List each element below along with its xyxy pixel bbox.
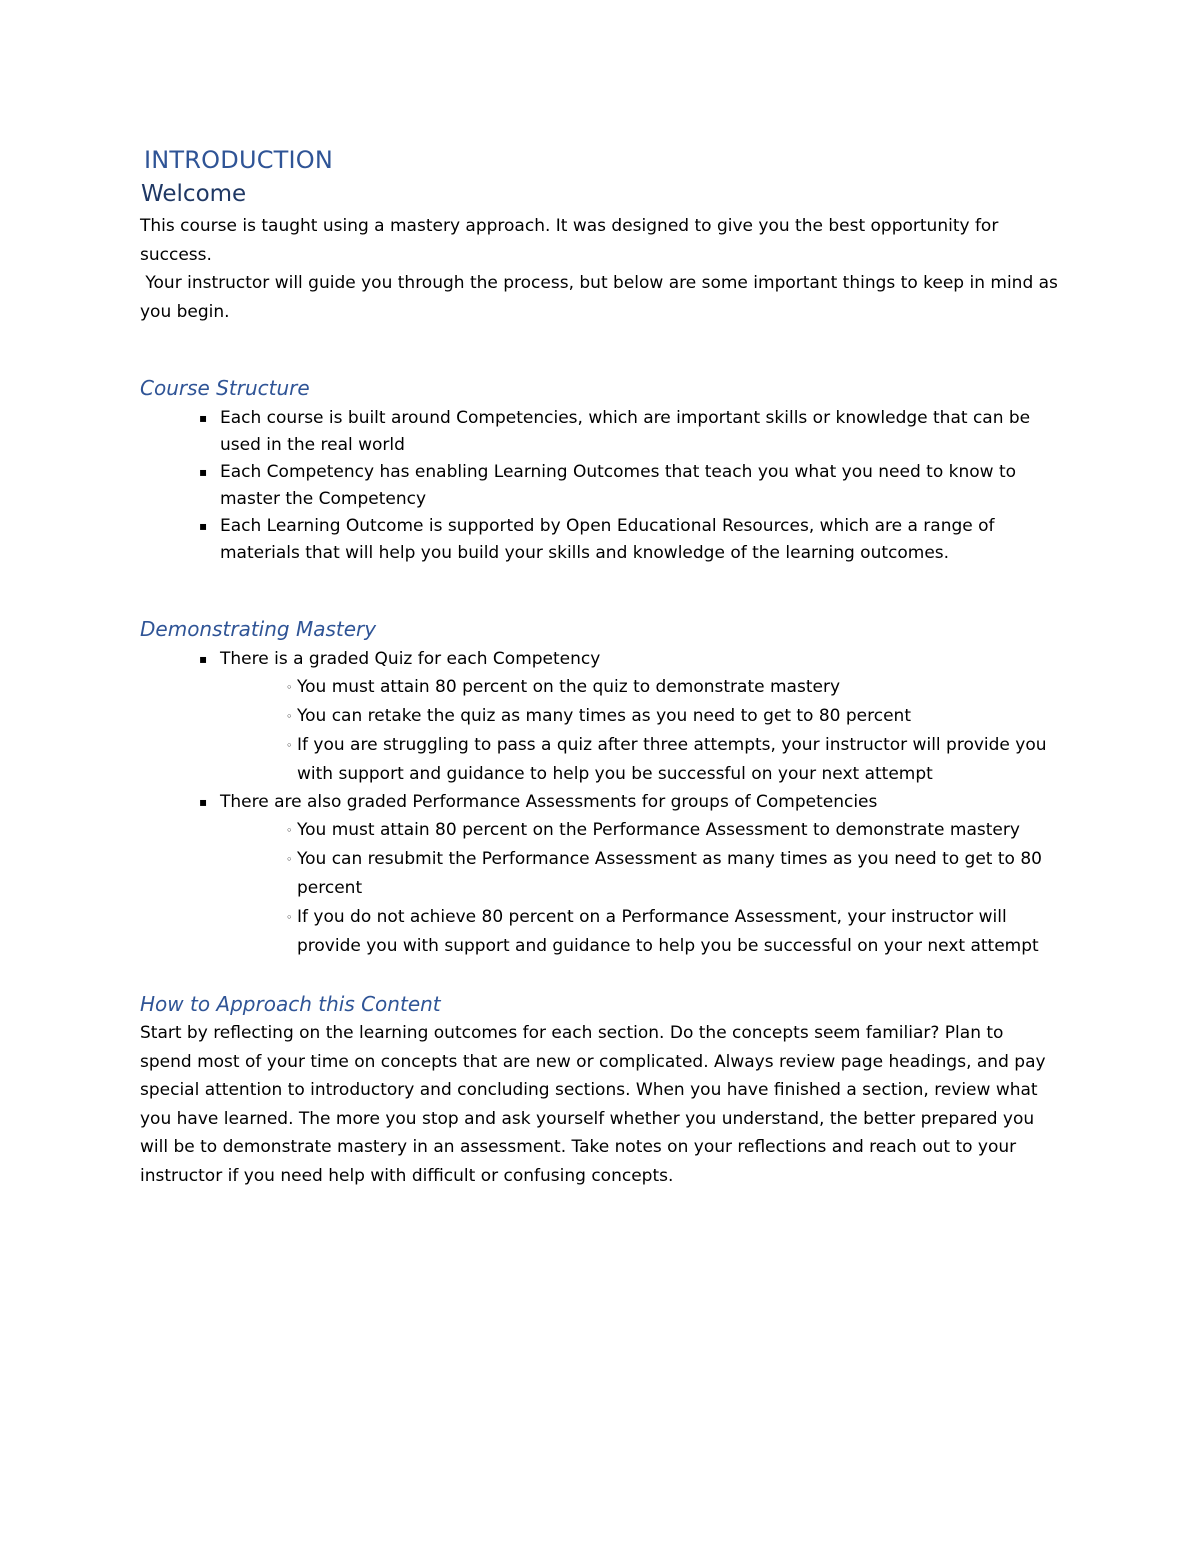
performance-assessment-sublist: [220, 816, 1060, 961]
list-item: [140, 459, 1060, 513]
sub-list-item: [288, 702, 1060, 731]
page-subtitle: Welcome: [141, 181, 247, 207]
sub-list-item: [288, 731, 1060, 789]
sub-list-item-text: You can retake the quiz as many times as you need to get to 80 percent: [297, 706, 912, 726]
square-bullet-icon: ▪: [199, 465, 208, 479]
sub-list-item-text: You must attain 80 percent on the Performance Assessment to demonstrate mastery: [297, 820, 1020, 840]
list-item-text: Each course is built around Competencies, which are important skills or knowledge that can be used in the real world: [220, 408, 1031, 455]
sub-list-item: [288, 673, 1060, 702]
circle-bullet-icon: ◦: [286, 739, 293, 752]
list-item: [140, 405, 1060, 459]
approach-paragraph: Start by reflecting on the learning outcomes for each section. Do the concepts seem familiar? Plan to spend most of your time on concepts that are new or complicated. Always review page headings, and pay special attention to introductory and concluding sections. When you have finished a section, review what you have learned. The more you stop and ask yourself whether you understand, the better prepared you will be to demonstrate mastery in an assessment. Take notes on your reflections and reach out to your instructor if you need help with difficult or confusing concepts.: [140, 1023, 1046, 1186]
list-item: [140, 513, 1060, 567]
sub-list-item: [288, 816, 1060, 845]
section-heading-course-structure: Course Structure: [140, 376, 310, 400]
square-bullet-icon: ▪: [199, 795, 208, 809]
list-item-text: There are also graded Performance Assessments for groups of Competencies: [220, 792, 878, 812]
sub-list-item-text: You must attain 80 percent on the quiz to demonstrate mastery: [297, 677, 841, 697]
circle-bullet-icon: ◦: [286, 911, 293, 924]
sub-list-item-text: If you are struggling to pass a quiz after three attempts, your instructor will provide you with support and guidance to help you be successful on your next attempt: [297, 735, 1047, 784]
sub-list-item-text: You can resubmit the Performance Assessment as many times as you need to get to 80 percent: [297, 849, 1042, 898]
sub-list-item: [288, 903, 1060, 961]
quiz-sublist: [220, 673, 1060, 789]
page-title: INTRODUCTION: [144, 146, 334, 174]
demonstrating-mastery-list: [140, 646, 1060, 961]
section-heading-how-to-approach: How to Approach this Content: [140, 992, 441, 1016]
circle-bullet-icon: ◦: [286, 710, 293, 723]
intro-paragraph-2: Your instructor will guide you through the process, but below are some important things to keep in mind as you begin.: [140, 273, 1064, 322]
section-heading-demonstrating-mastery: Demonstrating Mastery: [140, 617, 377, 641]
list-item: [140, 789, 1060, 961]
square-bullet-icon: ▪: [199, 411, 208, 425]
circle-bullet-icon: ◦: [286, 853, 293, 866]
document-content: [140, 142, 1064, 1190]
circle-bullet-icon: ◦: [286, 824, 293, 837]
list-item-text: Each Competency has enabling Learning Outcomes that teach you what you need to know to master the Competency: [220, 462, 1017, 509]
square-bullet-icon: ▪: [199, 652, 208, 666]
circle-bullet-icon: ◦: [286, 681, 293, 694]
square-bullet-icon: ▪: [199, 519, 208, 533]
list-item-text: There is a graded Quiz for each Competency: [220, 649, 601, 669]
sub-list-item: [288, 845, 1060, 903]
list-item-text: Each Learning Outcome is supported by Open Educational Resources, which are a range of materials that will help you build your skills and knowledge of the learning outcomes.: [220, 516, 995, 563]
intro-paragraph-1: This course is taught using a mastery approach. It was designed to give you the best opportunity for success.: [140, 216, 999, 265]
list-item: [140, 646, 1060, 789]
course-structure-list: [140, 405, 1060, 567]
sub-list-item-text: If you do not achieve 80 percent on a Performance Assessment, your instructor will provide you with support and guidance to help you be successful on your next attempt: [297, 907, 1039, 956]
